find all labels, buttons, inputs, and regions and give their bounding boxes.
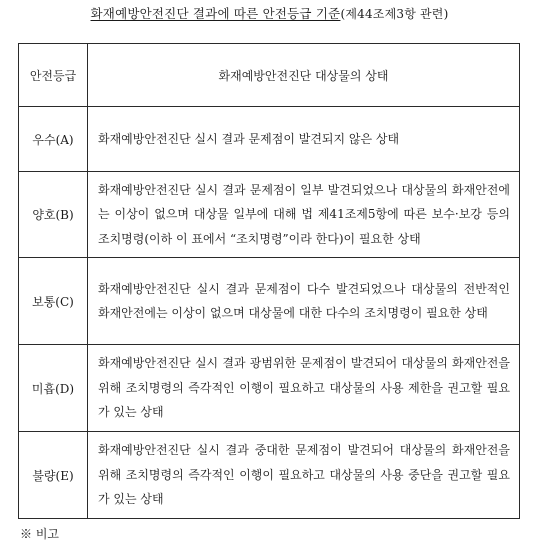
table-row <box>19 258 520 345</box>
header-description: 화재예방안전진단 대상물의 상태 <box>88 44 520 107</box>
title-main: 화재예방안전진단 결과에 따른 안전등급 기준 <box>90 6 341 21</box>
description-cell: 화재예방안전진단 실시 결과 문제점이 일부 발견되었으나 대상물의 화재안전에는 이상이 없으며 대상물 일부에 대해 법 제41조제5항에 따른 보수·보강 등의 조치명령(이하 이 표에서 “조치명령”이라 한다)이 필요한 상태 <box>88 172 520 258</box>
grade-cell: 우수(A) <box>19 107 88 172</box>
table-header-row <box>19 44 520 107</box>
grade-cell: 미흡(D) <box>19 345 88 432</box>
grade-cell: 불량(E) <box>19 432 88 519</box>
document-title <box>0 4 539 22</box>
header-grade: 안전등급 <box>19 44 88 107</box>
description-cell: 화재예방안전진단 실시 결과 문제점이 발견되지 않은 상태 <box>88 107 520 172</box>
table-row <box>19 172 520 258</box>
description-cell: 화재예방안전진단 실시 결과 광범위한 문제점이 발견되어 대상물의 화재안전을 위해 조치명령의 즉각적인 이행이 필요하고 대상물의 사용 제한을 권고할 필요가 있는 상태 <box>88 345 520 432</box>
title-reference: (제44조제3항 관련) <box>340 7 449 21</box>
safety-grade-table <box>18 43 520 519</box>
description-cell: 화재예방안전진단 실시 결과 문제점이 다수 발견되었으나 대상물의 전반적인 화재안전에는 이상이 없으며 대상물에 대한 다수의 조치명령이 필요한 상태 <box>88 258 520 345</box>
grade-cell: 보통(C) <box>19 258 88 345</box>
table-row <box>19 107 520 172</box>
remarks-note: ※ 비고 <box>20 527 59 541</box>
grade-cell: 양호(B) <box>19 172 88 258</box>
table-row <box>19 432 520 519</box>
table-row <box>19 345 520 432</box>
description-cell: 화재예방안전진단 실시 결과 중대한 문제점이 발견되어 대상물의 화재안전을 위해 조치명령의 즉각적인 이행이 필요하고 대상물의 사용 중단을 권고할 필요가 있는 상태 <box>88 432 520 519</box>
